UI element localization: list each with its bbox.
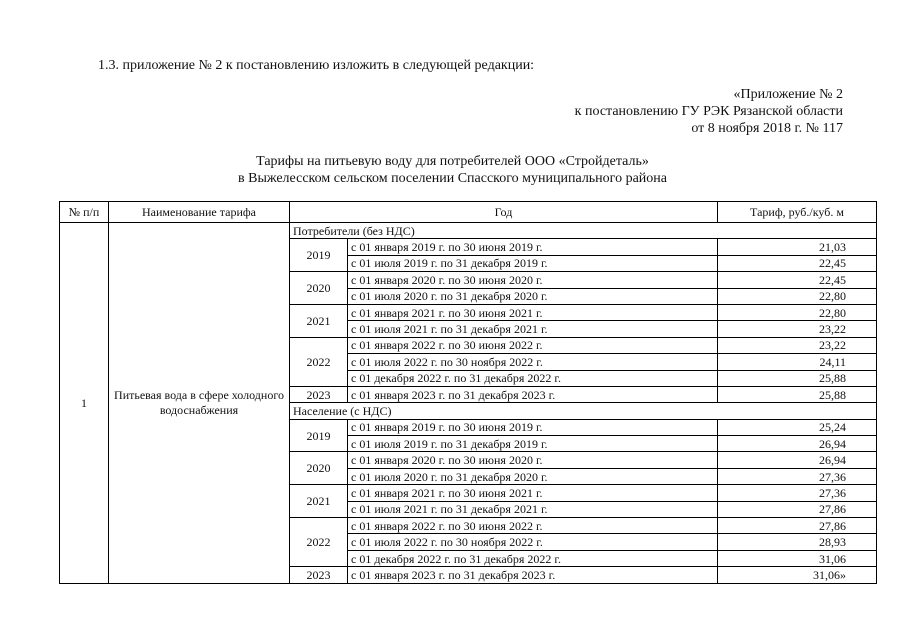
tariff-value-cell: 26,94	[718, 436, 877, 452]
header-name: Наименование тарифа	[109, 202, 290, 223]
tariff-table	[59, 201, 877, 584]
year-cell: 2020	[290, 272, 348, 305]
tariff-value-cell: 25,88	[718, 386, 877, 402]
year-cell: 2023	[290, 386, 348, 402]
tariff-value-cell: 25,24	[718, 419, 877, 435]
tariff-value-cell: 21,03	[718, 239, 877, 255]
period-cell: с 01 января 2023 г. по 31 декабря 2023 г.	[348, 386, 718, 402]
period-cell: с 01 июля 2022 г. по 30 ноября 2022 г.	[348, 354, 718, 370]
year-cell: 2019	[290, 239, 348, 272]
table-body	[60, 223, 877, 584]
group-label: Потребители (без НДС)	[290, 223, 877, 239]
year-cell: 2021	[290, 485, 348, 518]
tariff-value-cell: 31,06»	[718, 567, 877, 583]
period-cell: с 01 января 2020 г. по 30 июня 2020 г.	[348, 272, 718, 288]
period-cell: с 01 января 2020 г. по 30 июня 2020 г.	[348, 452, 718, 468]
header-num: № п/п	[60, 202, 109, 223]
period-cell: с 01 июля 2020 г. по 31 декабря 2020 г.	[348, 468, 718, 484]
period-cell: с 01 июля 2019 г. по 31 декабря 2019 г.	[348, 255, 718, 271]
tariff-value-cell: 27,36	[718, 485, 877, 501]
tariff-value-cell: 22,80	[718, 288, 877, 304]
period-cell: с 01 января 2019 г. по 30 июня 2019 г.	[348, 419, 718, 435]
tariff-value-cell: 22,80	[718, 304, 877, 320]
tariff-value-cell: 24,11	[718, 354, 877, 370]
year-cell: 2019	[290, 419, 348, 452]
period-cell: с 01 июля 2020 г. по 31 декабря 2020 г.	[348, 288, 718, 304]
period-cell: с 01 июля 2019 г. по 31 декабря 2019 г.	[348, 436, 718, 452]
tariff-value-cell: 25,88	[718, 370, 877, 386]
annex-line-3: от 8 ноября 2018 г. № 117	[691, 121, 843, 136]
tariff-value-cell: 22,45	[718, 272, 877, 288]
tariff-value-cell: 28,93	[718, 534, 877, 550]
period-cell: с 01 января 2023 г. по 31 декабря 2023 г.	[348, 567, 718, 583]
tariff-value-cell: 23,22	[718, 337, 877, 353]
group-label-row	[60, 223, 877, 239]
period-cell: с 01 января 2022 г. по 30 июня 2022 г.	[348, 337, 718, 353]
period-cell: с 01 января 2022 г. по 30 июня 2022 г.	[348, 518, 718, 534]
annex-header	[575, 86, 843, 137]
annex-line-2: к постановлению ГУ РЭК Рязанской области	[574, 104, 843, 119]
period-cell: с 01 июля 2022 г. по 30 ноября 2022 г.	[348, 534, 718, 550]
year-cell: 2021	[290, 304, 348, 337]
tariff-value-cell: 26,94	[718, 452, 877, 468]
tariff-value-cell: 27,86	[718, 501, 877, 517]
period-cell: с 01 июля 2021 г. по 31 декабря 2021 г.	[348, 501, 718, 517]
year-cell: 2022	[290, 518, 348, 567]
tariff-value-cell: 22,45	[718, 255, 877, 271]
intro-paragraph: 1.3. приложение № 2 к постановлению изложить в следующей редакции:	[98, 58, 535, 73]
group-label: Население (с НДС)	[290, 403, 877, 419]
title-line-2: в Выжелесском сельском поселении Спасского муниципального района	[238, 171, 667, 186]
title-line-1: Тарифы на питьевую воду для потребителей ООО «Стройдеталь»	[256, 154, 649, 169]
tariff-value-cell: 31,06	[718, 550, 877, 566]
period-cell: с 01 января 2021 г. по 30 июня 2021 г.	[348, 304, 718, 320]
document-title	[0, 153, 905, 187]
period-cell: с 01 декабря 2022 г. по 31 декабря 2022 г.	[348, 550, 718, 566]
table-header-row	[60, 202, 877, 223]
row-number: 1	[60, 223, 109, 584]
header-year: Год	[290, 202, 718, 223]
tariff-value-cell: 27,86	[718, 518, 877, 534]
period-cell: с 01 января 2019 г. по 30 июня 2019 г.	[348, 239, 718, 255]
header-tariff: Тариф, руб./куб. м	[718, 202, 877, 223]
year-cell: 2022	[290, 337, 348, 386]
year-cell: 2020	[290, 452, 348, 485]
annex-line-1: «Приложение № 2	[733, 87, 843, 102]
tariff-value-cell: 27,36	[718, 468, 877, 484]
period-cell: с 01 декабря 2022 г. по 31 декабря 2022 г.	[348, 370, 718, 386]
period-cell: с 01 июля 2021 г. по 31 декабря 2021 г.	[348, 321, 718, 337]
tariff-value-cell: 23,22	[718, 321, 877, 337]
period-cell: с 01 января 2021 г. по 30 июня 2021 г.	[348, 485, 718, 501]
tariff-name: Питьевая вода в сфере холодного водоснабжения	[109, 223, 290, 584]
year-cell: 2023	[290, 567, 348, 583]
